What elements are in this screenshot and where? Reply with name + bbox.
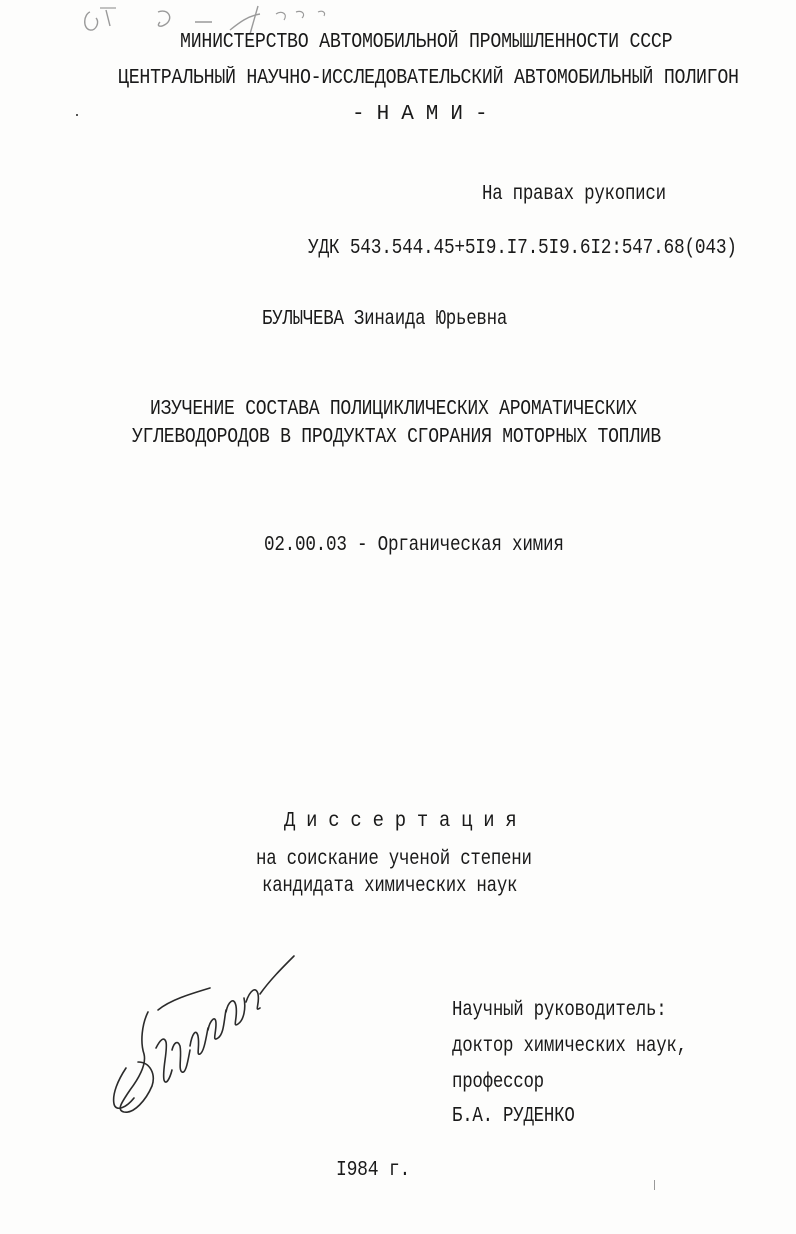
advisor-degree: доктор химических наук, (452, 1035, 687, 1058)
handwritten-signature (100, 950, 300, 1120)
dissertation-degree-line-1: на соискание ученой степени (256, 848, 532, 871)
dissertation-degree-line-2: кандидата химических наук (262, 875, 518, 898)
rights-note: На правах рукописи (482, 183, 666, 206)
advisor-heading: Научный руководитель: (452, 999, 667, 1022)
ministry-line: МИНИСТЕРСТВО АВТОМОБИЛЬНОЙ ПРОМЫШЛЕННОСТИ СССР (180, 31, 673, 54)
author-name: БУЛЫЧЕВА Зинаида Юрьевна (262, 308, 508, 331)
year: I984 г. (336, 1159, 411, 1182)
advisor-rank: профессор (452, 1071, 544, 1094)
specialty-code: 02.00.03 - Органическая химия (264, 534, 564, 557)
thesis-title-line-2: УГЛЕВОДОРОДОВ В ПРОДУКТАХ СГОРАНИЯ МОТОРНЫХ ТОПЛИВ (132, 426, 661, 449)
stray-dot (76, 114, 78, 116)
dissertation-label: Д и с с е р т а ц и я (284, 810, 517, 833)
stray-mark (654, 1180, 655, 1190)
thesis-title-line-1: ИЗУЧЕНИЕ СОСТАВА ПОЛИЦИКЛИЧЕСКИХ АРОМАТИЧЕСКИХ (150, 398, 637, 421)
udc-code: УДК 543.544.45+5I9.I7.5I9.6I2:547.68(043) (308, 237, 737, 260)
institute-line: ЦЕНТРАЛЬНЫЙ НАУЧНО-ИССЛЕДОВАТЕЛЬСКИЙ АВТОМОБИЛЬНЫЙ ПОЛИГОН (118, 67, 739, 90)
nami-abbreviation: - Н А М И - (352, 103, 488, 126)
advisor-name: Б.А. РУДЕНКО (452, 1105, 575, 1128)
